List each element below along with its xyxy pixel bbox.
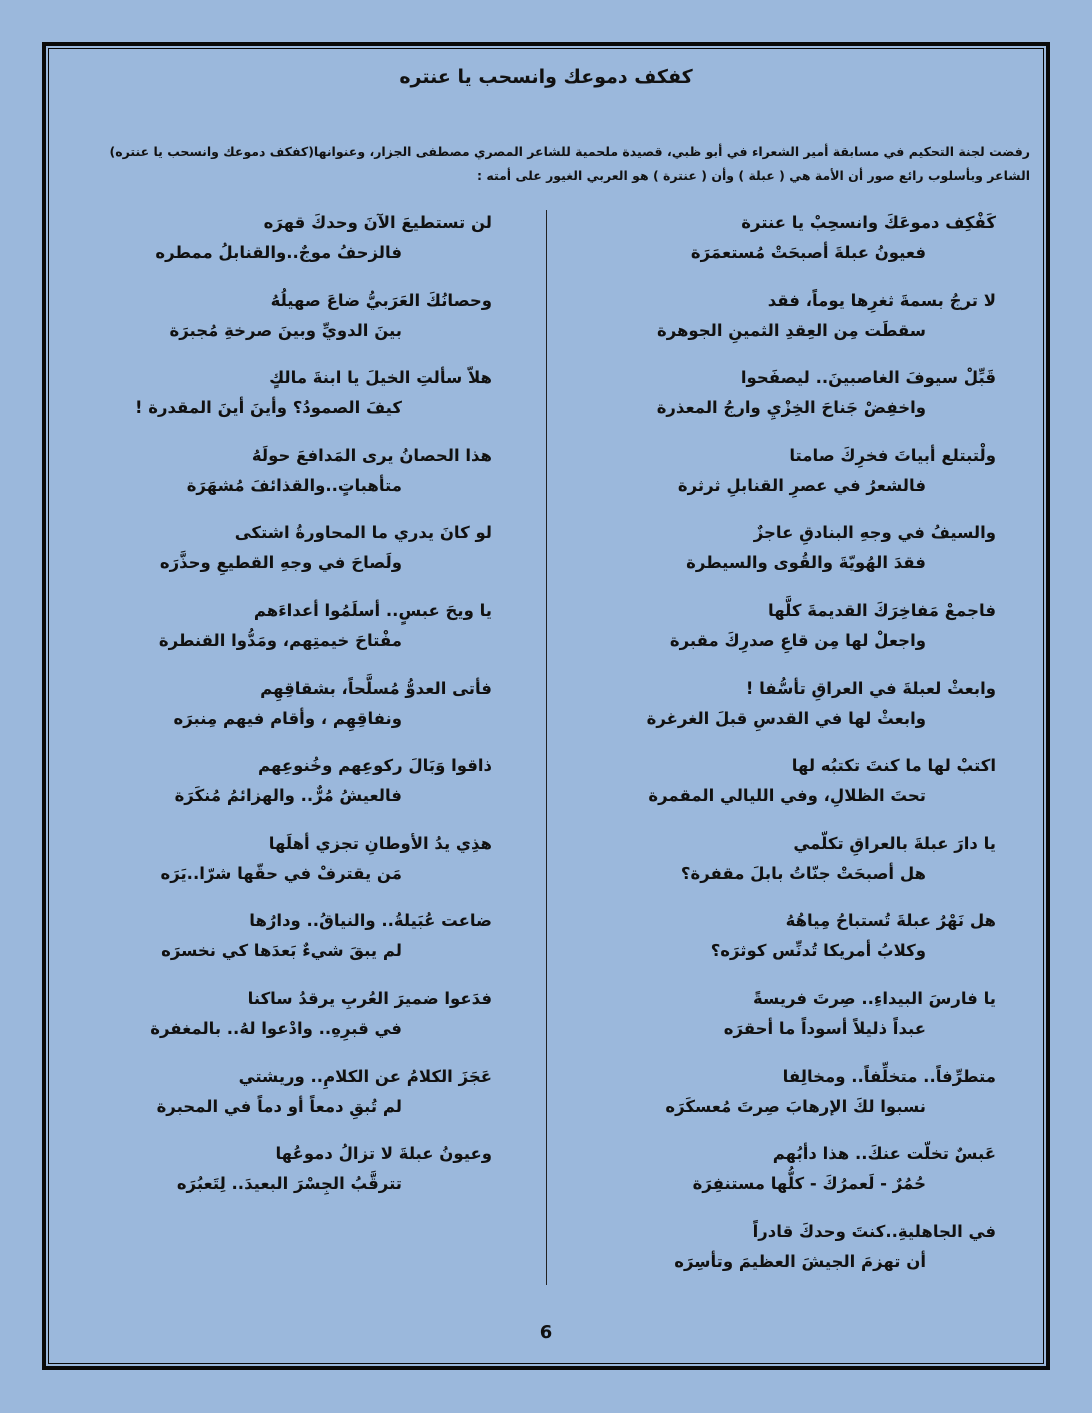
verse-stanza	[600, 1139, 996, 1217]
verse-first-half: يا دارَ عبلةَ بالعراقِ تكلّمي	[793, 833, 996, 853]
verse-first-half: هل نَهْرُ عبلةَ تُستباحُ مِياهُهُ	[785, 911, 996, 931]
verse-first-half: هذِي يدُ الأوطانِ تجزي أهلَها	[268, 833, 492, 853]
verse-first-half: والسيفُ في وجهِ البنادقِ عاجزٌ	[753, 523, 996, 543]
verse-stanza	[120, 829, 492, 907]
verse-second-half: عبداً ذليلاً أسوداً ما أحقرَه	[723, 1018, 926, 1038]
verse-second-half: فالشعرُ في عصرِ القنابلِ ثرثرة	[677, 475, 926, 495]
verse-stanza	[600, 829, 996, 907]
poem-title: كفكف دموعك وانسحب يا عنتره	[399, 66, 693, 88]
verse-second-half: حُمُرٌ - لَعمرُكَ - كلُّها مستنفِرَة	[692, 1174, 926, 1194]
verse-stanza	[120, 1062, 492, 1140]
verse-stanza	[120, 441, 492, 519]
verse-second-half: في قبرِهِ.. وادْعوا لهُ.. بالمغفرة	[150, 1018, 402, 1038]
verse-second-half: أن تهزمَ الجيشَ العظيمَ وتأسِرَه	[674, 1251, 926, 1271]
intro-paragraph	[62, 140, 1030, 188]
verse-stanza	[600, 1217, 996, 1295]
verse-stanza	[600, 751, 996, 829]
verse-second-half: بينَ الدويِّ وبينَ صرخةِ مُجبرَة	[169, 320, 402, 340]
verse-second-half: مَن يقترفْ في حقّها شرّا..يَرَه	[160, 863, 402, 883]
verse-stanza	[600, 906, 996, 984]
verse-stanza	[600, 674, 996, 752]
verse-stanza	[120, 596, 492, 674]
verse-stanza	[120, 363, 492, 441]
verse-first-half: متطرِّفاً.. متخلِّفاً.. ومخالِفا	[782, 1066, 996, 1086]
verse-second-half: فالعيشُ مُرٌّ.. والهزائمُ مُنكَرَة	[174, 786, 402, 806]
intro-line-2: الشاعر وبأسلوب رائع صور أن الأمة هي ( عبلة ) وأن ( عنترة ) هو العربي الغيور على أمته :	[477, 168, 1030, 183]
verse-second-half: واخفِضْ جَناحَ الخِزْيِ وارجُ المعذرة	[656, 398, 926, 418]
verse-first-half: قَبِّلْ سيوفَ الغاصبينَ.. ليصفَحوا	[740, 368, 996, 388]
verse-stanza	[120, 984, 492, 1062]
verse-first-half: اكتبْ لها ما كنتَ تكتبُه لها	[791, 756, 996, 776]
verse-second-half: متأهباتٍ..والقذائفَ مُشهَرَة	[186, 475, 402, 495]
verse-first-half: يا فارسَ البيداءِ.. صِرتَ فريسةً	[753, 988, 996, 1008]
verse-stanza	[600, 286, 996, 364]
page-number: 6	[539, 1322, 553, 1343]
verse-second-half: ونفاقِهِم ، وأقام فيهم مِنبرَه	[173, 708, 402, 728]
verse-stanza	[600, 208, 996, 286]
verse-second-half: تحتَ الظلالِ، وفي الليالي المقمرة	[648, 786, 926, 806]
verse-stanza	[120, 286, 492, 364]
verse-first-half: وابعثْ لعبلةَ في العراقِ تأسُّفا !	[745, 678, 996, 698]
verse-first-half: هلاّ سألتِ الخيلَ يا ابنةَ مالكٍ	[269, 368, 492, 388]
verse-stanza	[120, 674, 492, 752]
verse-stanza	[120, 518, 492, 596]
verse-second-half: ولَصاحَ في وجهِ القطيعِ وحذَّرَه	[159, 553, 402, 573]
verse-first-half: وحصانُكَ العَرَبيُّ ضاعَ صهيلُهُ	[270, 290, 492, 310]
verse-first-half: عَبسٌ تخلّت عنكَ.. هذا دأبُهم	[772, 1144, 996, 1164]
verse-first-half: فدَعوا ضميرَ العُربِ يرقدُ ساكنا	[247, 988, 492, 1008]
verse-stanza	[600, 984, 996, 1062]
verse-second-half: واجعلْ لها مِن قاعِ صدرِكَ مقبرة	[669, 630, 926, 650]
verse-first-half: ولْتبتلع أبياتَ فخرِكَ صامتا	[789, 445, 996, 465]
verse-second-half: تترقَّبُ الجِسْرَ البعيدَ.. لِتَعبُرَه	[176, 1174, 402, 1194]
verse-second-half: فعيونُ عبلةَ أصبحَتْ مُستعمَرَة	[690, 243, 926, 262]
verse-stanza	[120, 751, 492, 829]
verse-stanza	[600, 1062, 996, 1140]
verse-first-half: يا ويحَ عبسٍ.. أسلَمُوا أعداءَهم	[253, 600, 492, 620]
verse-first-half: هذا الحصانُ يرى المَدافعَ حولَهُ	[251, 445, 492, 465]
verse-first-half: فأتى العدوُّ مُسلَّحاً، بشقاقِهِم	[260, 678, 492, 698]
verse-second-half: فالزحفُ موجٌ..والقنابلُ ممطره	[155, 243, 402, 262]
intro-line-1: رفضت لجنة التحكيم في مسابقة أمير الشعراء في أبو ظبي، قصيدة ملحمية للشاعر المصري مصطفى الجزار، وعنوانها(كفكف دموعك وانسحب يا عنتره)	[109, 144, 1030, 159]
column-divider	[546, 210, 547, 1285]
verse-first-half: لو كانَ يدري ما المحاورةُ اشتكى	[234, 523, 492, 543]
verse-first-half: عَجَزَ الكلامُ عن الكلامِ.. وريشتي	[238, 1066, 492, 1086]
verse-second-half: سقطَت مِن العِقدِ الثمينِ الجوهرة	[656, 320, 926, 340]
left-verse-column	[120, 208, 492, 1217]
verse-second-half: فقدَ الهُويّةَ والقُوى والسيطرة	[686, 553, 926, 573]
verse-stanza	[600, 596, 996, 674]
verse-stanza	[600, 441, 996, 519]
verse-first-half: فاجمعْ مَفاخِرَكَ القديمةَ كلَّها	[768, 600, 996, 620]
verse-first-half: ذاقوا وَبَالَ ركوعِهم وخُنوعِهم	[258, 756, 492, 776]
right-verse-column	[600, 208, 996, 1294]
verse-stanza	[120, 208, 492, 286]
verse-first-half: في الجاهليةِ..كنتَ وحدكَ قادراً	[752, 1221, 996, 1241]
verse-second-half: وابعثْ لها في القدسِ قبلَ الغرغرة	[646, 708, 926, 728]
verse-first-half: لن تستطيعَ الآنَ وحدكَ قهرَه	[263, 213, 492, 232]
verse-first-half: وعيونُ عبلةَ لا تزالُ دموعُها	[275, 1144, 492, 1164]
verse-second-half: نسبوا لكَ الإرهابَ صِرتَ مُعسكَرَه	[665, 1096, 926, 1116]
verse-second-half: وكلابُ أمريكا تُدنِّس كوثرَه؟	[710, 941, 926, 961]
verse-first-half: لا ترجُ بسمةَ ثغرِها يوماً، فقد	[767, 290, 996, 310]
verse-stanza	[600, 518, 996, 596]
verse-second-half: لم تُبقِ دمعاً أو دماً في المحبرة	[156, 1096, 402, 1116]
verse-stanza	[600, 363, 996, 441]
verse-second-half: لم يبقَ شيءٌ بَعدَها كي نخسرَه	[161, 941, 402, 961]
verse-stanza	[120, 906, 492, 984]
verse-stanza	[120, 1139, 492, 1217]
verse-second-half: مفْتاحَ خيمتِهم، ومَدُّوا القنطرة	[158, 630, 402, 650]
verse-first-half: كَفْكِف دموعَكَ وانسحِبْ يا عنترة	[741, 213, 996, 232]
verse-second-half: كيفَ الصمودُ؟ وأينَ أينَ المقدرة !	[135, 398, 402, 418]
verse-first-half: ضاعت عُبَيلةُ.. والنياقُ.. ودارُها	[249, 911, 492, 931]
verse-second-half: هل أصبحَتْ جنّاتُ بابلَ مقفرة؟	[680, 863, 926, 883]
